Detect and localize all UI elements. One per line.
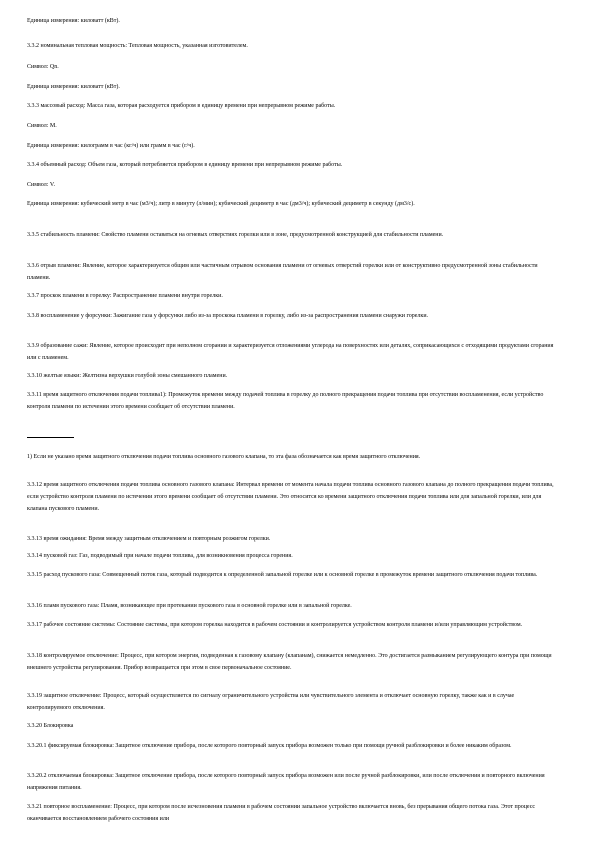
definition-3-3-2: 3.3.2 номинальная тепловая мощность: Тепловая мощность, указанная изготовителем. (27, 43, 248, 49)
footnote-divider (27, 437, 74, 438)
symbol-line: Символ: M. (27, 123, 57, 129)
definition-3-3-20-2: 3.3.20.2 отключаемая блокировка: Защитное отключение прибора, после которого повторный запуск прибора возможен или после ручной разблокировки, или после отключения и повторного включения напряжения питания. (27, 773, 545, 791)
definition-3-3-8: 3.3.8 воспламенение у форсунки: Зажигание газа у форсунки либо из-за проскока пламени в горелку, либо из-за распространения пламени снаружи горелки. (27, 313, 429, 319)
definition-3-3-3: 3.3.3 массовый расход: Масса газа, которая расходуется прибором в единицу времени при непрерывном режиме работы. (27, 103, 336, 109)
definition-3-3-9: 3.3.9 образование сажи: Явление, которое происходит при неполном сгорании и характеризуется отложениями углерода на поверхностях или деталях, соприкасающихся с отходящими продуктами сгорания или с пламенем. (27, 343, 554, 361)
definition-3-3-7: 3.3.7 проскок пламени в горелку: Распространение пламени внутри горелки. (27, 293, 223, 299)
definition-3-3-5: 3.3.5 стабильность пламени: Свойство пламени оставаться на огневых отверстиях горелки или в зоне, предусмотренной конструкцией для стабильности пламени. (27, 232, 444, 238)
text-line: Единица измерения: киловатт (кВт). (27, 18, 120, 24)
unit-line: Единица измерения: киловатт (кВт). (27, 84, 120, 90)
definition-3-3-16: 3.3.16 пламя пускового газа: Пламя, возникающее при протекании пускового газа в основной горелке или в запальной горелке. (27, 603, 352, 609)
definition-3-3-17: 3.3.17 рабочее состояние системы: Состояние системы, при котором горелка находится в рабочем состоянии и контролируется устройством контроля пламени и/или управляющим устройством. (27, 622, 523, 628)
definition-3-3-14: 3.3.14 пусковой газ: Газ, подводимый при начале подачи топлива, для возникновения процесса горения. (27, 553, 293, 559)
definition-3-3-21: 3.3.21 повторное воспламенение: Процесс, при котором после исчезновения пламени в рабочем состоянии запальное устройство включается вновь, без прерывания общего потока газа. Этот процесс оканчивается восстановлением рабочего состояния или (27, 804, 536, 822)
definition-3-3-11: 3.3.11 время защитного отключения подачи топлива1): Промежуток времени между подачей топлива в горелку до полного прекращения подачи топлива при отсутствии воспламенения, если устройство контроля пламени по истечении этого времени сообщает об отсутствии пламени. (27, 392, 544, 410)
definition-3-3-20-1: 3.3.20.1 фиксируемая блокировка: Защитное отключение прибора, после которого повторный запуск прибора возможен только при помощи ручной разблокировки и более никаким образом. (27, 743, 512, 749)
symbol-line: Символ: Qn. (27, 64, 59, 70)
definition-3-3-4: 3.3.4 объемный расход: Объем газа, который потребляется прибором в единицу времени при непрерывном режиме работы. (27, 162, 343, 168)
definition-3-3-12: 3.3.12 время защитного отключения подачи топлива основного газового клапана: Интервал времени от момента начала подачи топлива основного газового клапана до полного прекращения подачи топлива, если устройство контроля пламени по истечении этого времени сообщает об отсутствии пламени. Это относится ко времени защитного отключения подачи топлива или для запальной горелки, или для клапана пускового пламени. (27, 482, 554, 512)
definition-3-3-18: 3.3.18 контролируемое отключение: Процесс, при котором энергия, подведенная к газовому клапану (клапанам), снижается немедленно. Это достигается размыканием регулирующего контура при помощи внешнего устройства регулирования. Прибор возвращается при этом в свое первоначальное состояние. (27, 653, 552, 671)
footnote: 1) Если не указано время защитного отключения подачи топлива основного газового клапана, то эта фаза обозначается как время защитного отключения. (27, 454, 421, 460)
unit-line: Единица измерения: кубический метр в час (м3/ч); литр в минуту (л/мин); кубический дециметр в час (дм3/ч); кубический дециметр в секунду (дм3/с). (27, 201, 415, 207)
unit-line: Единица измерения: килограмм в час (кг/ч) или грамм в час (г/ч). (27, 143, 195, 149)
section-heading-3-3-20: 3.3.20 Блокировка (27, 723, 74, 729)
definition-3-3-10: 3.3.10 желтые языки: Желтизна верхушки голубой зоны смешанного пламени. (27, 373, 228, 379)
definition-3-3-13: 3.3.13 время ожидания: Время между защитным отключением и повторным розжигом горелки. (27, 536, 271, 542)
definition-3-3-19: 3.3.19 защитное отключение: Процесс, который осуществляется по сигналу ограничительного устройства или чувствительного элемента и отключает основную горелку, также как и в случае контролируемого отключения. (27, 693, 515, 711)
symbol-line: Символ: V. (27, 182, 55, 188)
definition-3-3-6: 3.3.6 отрыв пламени: Явление, которое характеризуется общим или частичным отрывом основания пламени от огневых отверстий горелки или от конструктивно предусмотренной зоны стабильности пламени. (27, 263, 538, 281)
definition-3-3-15: 3.3.15 расход пускового газа: Совмещенный поток газа, который подводится к определенной запальной горелке или к основной горелке в промежуток времени защитного отключения подачи топлива. (27, 572, 538, 578)
